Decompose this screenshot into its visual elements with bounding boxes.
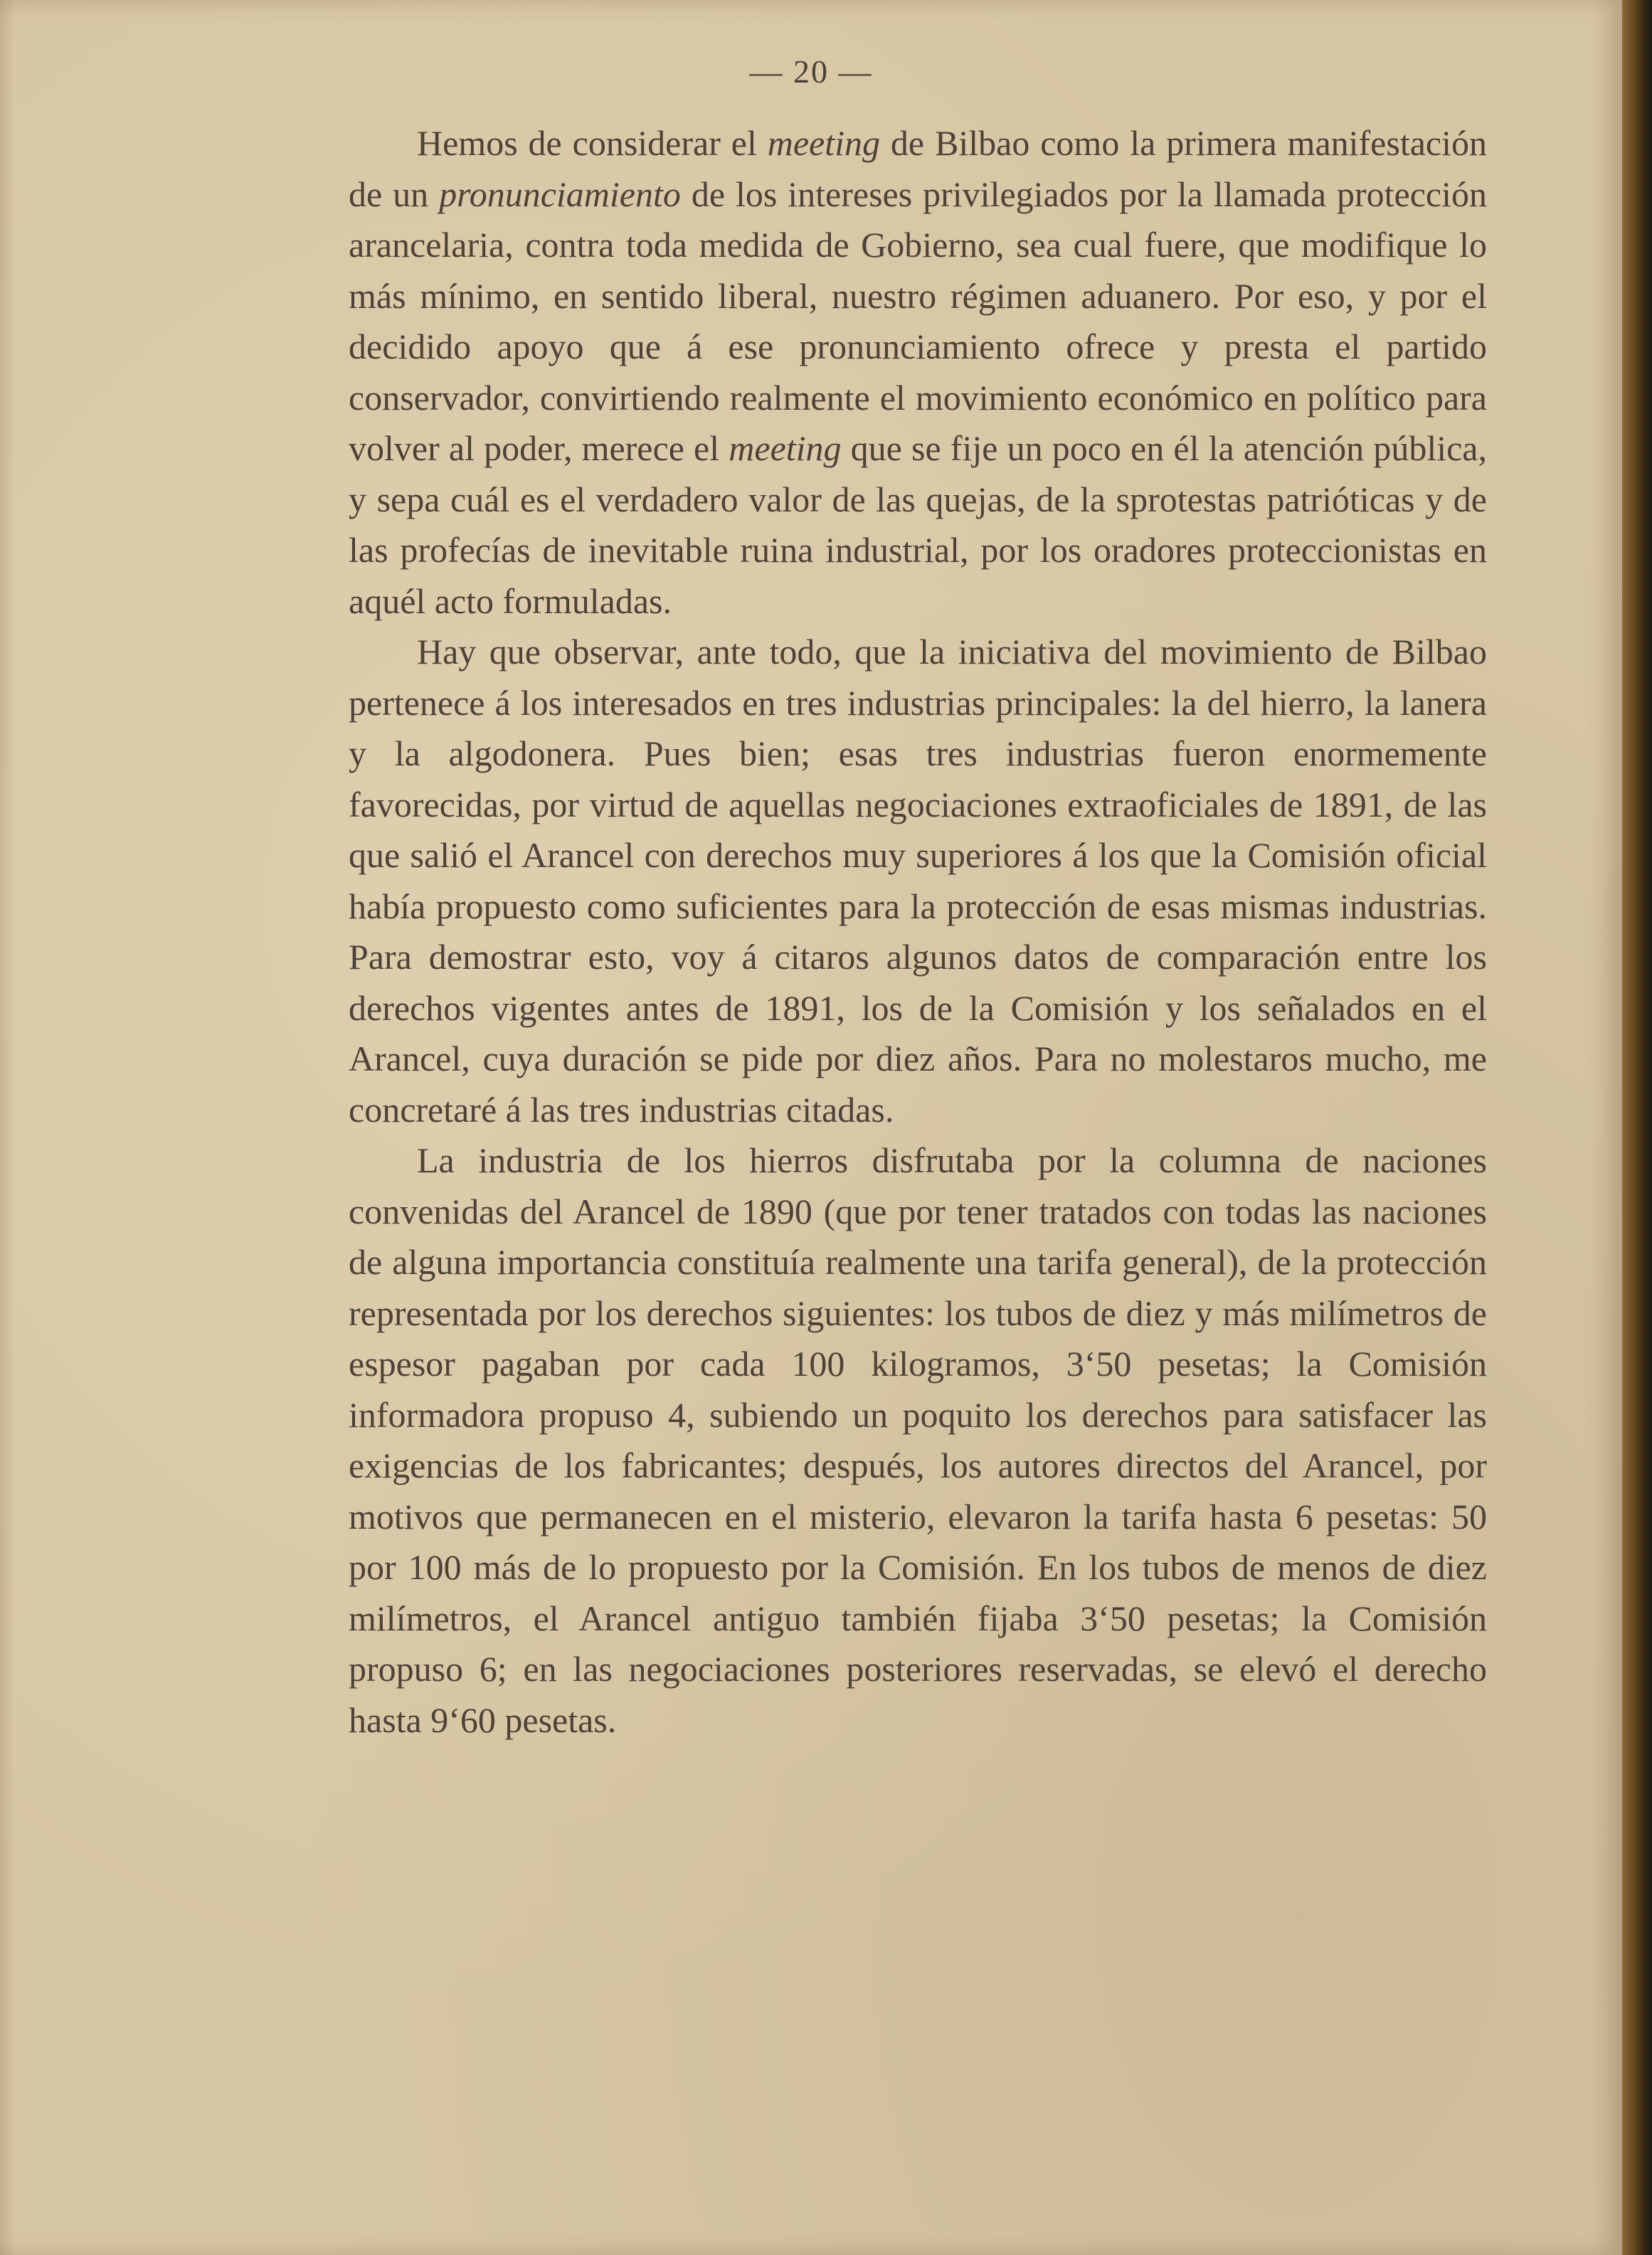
paragraph-2 bbox=[349, 627, 1487, 1135]
paragraph-3 bbox=[349, 1135, 1487, 1746]
paragraph-1-italic-term: meeting bbox=[729, 428, 842, 468]
paragraph-2-text: Hay que observar, ante todo, que la iniciativa del movimiento de Bilbao pertenece á los interesados en tres industrias principales: la del hierro, la lanera y la algodonera. Pues bien; esas tres industrias fueron enormemente favorecidas, por virtud de aquellas negociaciones extraoficiales de 1891, de las que salió el Arancel con derechos muy superiores á los que la Comisión oficial había propuesto como suficientes para la protección de esas mismas industrias. Para demostrar esto, voy á citaros algunos datos de comparación entre los derechos vigentes antes de 1891, los de la Comisión y los señalados en el Arancel, cuya duración se pide por diez años. Para no molestaros mucho, me concretaré á las tres industrias citadas. bbox=[349, 632, 1487, 1130]
page-edge bbox=[1622, 0, 1652, 2255]
paragraph-3-text: La industria de los hierros disfrutaba por la columna de naciones convenidas del Arancel de 1890 (que por tener tratados con todas las naciones de alguna importancia constituía realmente una tarifa general), de la protección representada por los derechos siguientes: los tubos de diez y más milímetros de espesor pagaban por cada 100 kilogramos, 3‘50 pesetas; la Comisión informadora propuso 4, subiendo un poquito los derechos para satisfacer las exigencias de los fabricantes; después, los autores directos del Arancel, por motivos que permanecen en el misterio, elevaron la tarifa hasta 6 pesetas: 50 por 100 más de lo propuesto por la Comisión. En los tubos de menos de diez milímetros, el Arancel antiguo también fijaba 3‘50 pesetas; la Comisión propuso 6; en las negociaciones posteriores reservadas, se elevó el derecho hasta 9‘60 pesetas. bbox=[349, 1140, 1487, 1740]
paragraph-1-text: que se fije un poco en él la atención pública, y sepa cuál es el verdadero valor de las quejas, de la sprotestas patrióticas y de las profecías de inevitable ruina industrial, por los oradores proteccionistas en aquél acto formuladas. bbox=[349, 428, 1487, 621]
paragraph-1-italic-term: pronunciamiento bbox=[439, 174, 681, 214]
body-text bbox=[349, 118, 1487, 1746]
paragraph-1-italic-term: meeting bbox=[767, 123, 881, 163]
paragraph-1-text: de Bilbao como la primera manifestación de un bbox=[349, 123, 1488, 214]
paragraph-1-text: de los intereses privilegiados por la llamada protección arancelaria, contra toda medida de Gobierno, sea cual fuere, que modifique lo más mínimo, en sentido liberal, nuestro régimen aduanero. Por eso, y por el decidido apoyo que á ese pronunciamiento ofrece y presta el partido conservador, convirtiendo realmente el movimiento económico en político para volver al poder, merece el bbox=[349, 174, 1487, 468]
paragraph-1-text: Hemos de considerar el bbox=[417, 123, 768, 163]
page-number: — 20 — bbox=[749, 53, 873, 90]
paragraph-1 bbox=[349, 118, 1487, 627]
